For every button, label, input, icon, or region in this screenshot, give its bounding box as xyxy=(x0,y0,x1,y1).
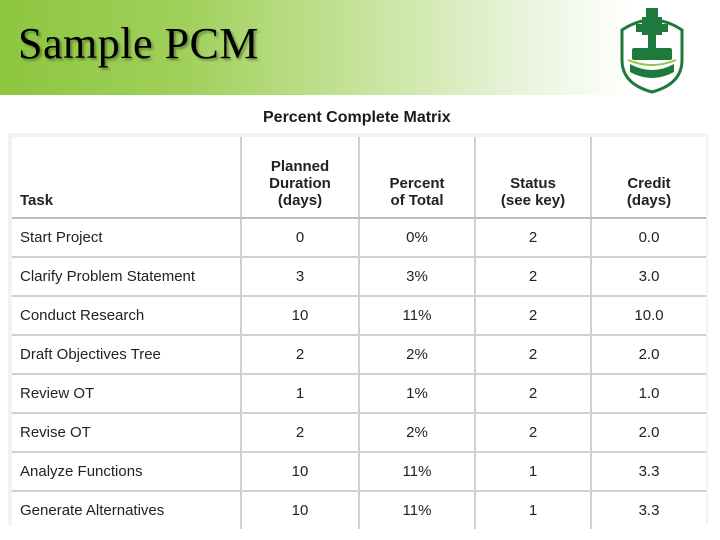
cell-status: 2 xyxy=(474,297,590,336)
cell-status: 2 xyxy=(474,336,590,375)
cell-planned: 3 xyxy=(240,258,358,297)
cell-planned: 1 xyxy=(240,375,358,414)
cell-percent: 11% xyxy=(358,453,474,492)
table-row xyxy=(12,219,706,258)
slide-title: Sample PCM xyxy=(18,19,259,68)
header-percent-of-total: Percent of Total xyxy=(358,137,474,219)
table-row xyxy=(12,453,706,492)
cell-task: Start Project xyxy=(12,219,240,258)
table-row xyxy=(12,297,706,336)
cell-task: Draft Objectives Tree xyxy=(12,336,240,375)
cell-percent: 11% xyxy=(358,492,474,529)
table-row xyxy=(12,492,706,529)
table-row xyxy=(12,258,706,297)
cell-credit: 2.0 xyxy=(590,414,706,453)
cell-percent: 2% xyxy=(358,336,474,375)
cell-task: Generate Alternatives xyxy=(12,492,240,529)
cell-task: Analyze Functions xyxy=(12,453,240,492)
header-credit: Credit (days) xyxy=(590,137,706,219)
table-header-row xyxy=(12,137,706,219)
cell-status: 2 xyxy=(474,414,590,453)
cell-status: 2 xyxy=(474,219,590,258)
cell-planned: 0 xyxy=(240,219,358,258)
cell-planned: 10 xyxy=(240,492,358,529)
university-logo-icon xyxy=(612,2,692,94)
cell-planned: 10 xyxy=(240,453,358,492)
table-row xyxy=(12,414,706,453)
header-planned-duration: Planned Duration (days) xyxy=(240,137,358,219)
matrix-title: Percent Complete Matrix xyxy=(263,109,451,126)
cell-percent: 0% xyxy=(358,219,474,258)
cell-credit: 1.0 xyxy=(590,375,706,414)
cell-task: Clarify Problem Statement xyxy=(12,258,240,297)
cell-percent: 3% xyxy=(358,258,474,297)
cell-status: 1 xyxy=(474,453,590,492)
table-row xyxy=(12,375,706,414)
cell-credit: 2.0 xyxy=(590,336,706,375)
cell-planned: 2 xyxy=(240,336,358,375)
cell-task: Revise OT xyxy=(12,414,240,453)
cell-percent: 1% xyxy=(358,375,474,414)
cell-credit: 3.0 xyxy=(590,258,706,297)
cell-task: Conduct Research xyxy=(12,297,240,336)
cell-task: Review OT xyxy=(12,375,240,414)
cell-credit: 3.3 xyxy=(590,453,706,492)
cell-status: 1 xyxy=(474,492,590,529)
table-row xyxy=(12,336,706,375)
cell-planned: 2 xyxy=(240,414,358,453)
header-task: Task xyxy=(12,137,240,219)
cell-percent: 2% xyxy=(358,414,474,453)
cell-credit: 10.0 xyxy=(590,297,706,336)
percent-complete-table xyxy=(12,137,706,529)
cell-credit: 0.0 xyxy=(590,219,706,258)
cell-percent: 11% xyxy=(358,297,474,336)
header-status: Status (see key) xyxy=(474,137,590,219)
cell-status: 2 xyxy=(474,375,590,414)
cell-status: 2 xyxy=(474,258,590,297)
cell-credit: 3.3 xyxy=(590,492,706,529)
cell-planned: 10 xyxy=(240,297,358,336)
